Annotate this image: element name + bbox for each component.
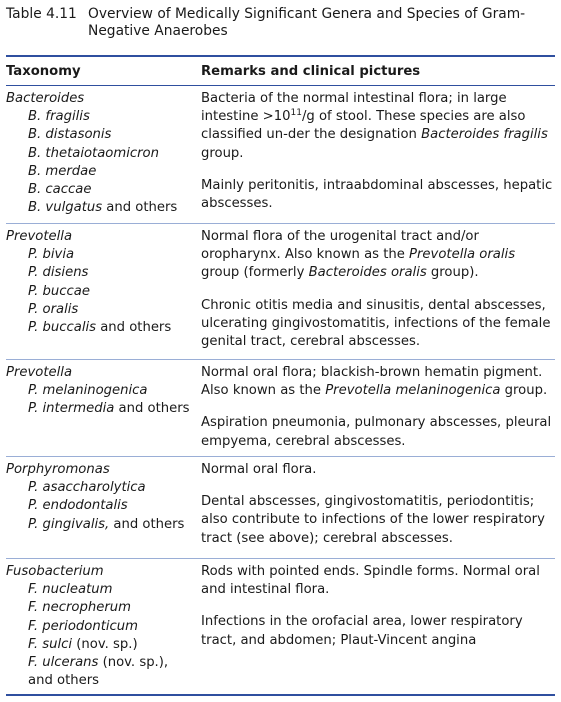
species-name: B. distasonis	[28, 127, 112, 143]
remarks-cell	[201, 563, 553, 650]
remark-text: group.	[500, 383, 548, 399]
species-name: P. melaninogenica	[28, 383, 148, 399]
species-name: F. nucleatum	[28, 582, 113, 598]
species-item	[6, 181, 196, 199]
genus-name: Bacteroides	[6, 91, 85, 106]
remark-text: /g of stool. These species are also classified un-der the designation	[201, 109, 526, 143]
remark-text: Bacteria of the normal intestinal flora; in large intestine >10	[201, 91, 507, 125]
italic-text: Prevotella oralis	[409, 247, 516, 263]
species-item	[6, 672, 196, 690]
remarks-cell	[201, 90, 553, 213]
remark-text: group (formerly	[201, 265, 309, 281]
species-item	[6, 599, 196, 617]
remarks-paragraph	[201, 90, 553, 163]
italic-text: Bacteroides fragilis	[421, 127, 548, 143]
italic-text: Prevotella melaninogenica	[325, 383, 501, 399]
species-name: B. thetaiotaomicron	[28, 145, 159, 161]
species-name: F. ulcerans	[28, 655, 99, 671]
species-item	[6, 163, 196, 181]
species-item	[6, 479, 196, 497]
species-item	[6, 581, 196, 599]
taxonomy-cell	[6, 90, 196, 217]
remark-text: Chronic otitis media and sinusitis, dental abscesses, ulcerating gingivostomatitis, infections of the female genital tract, cerebral abscesses.	[201, 297, 551, 350]
table-title: Overview of Medically Significant Genera and Species of Gram-Negative Anaerobes	[88, 6, 526, 39]
species-name: P. buccalis	[28, 320, 97, 336]
species-item	[6, 382, 196, 400]
species-name: F. sulci	[28, 636, 73, 652]
remarks-cell	[201, 364, 553, 451]
species-item	[6, 319, 196, 337]
genus-name: Prevotella	[6, 229, 73, 244]
remark-text: Normal oral flora.	[201, 462, 317, 477]
remark-text: Rods with pointed ends. Spindle forms. Normal oral and intestinal flora.	[201, 564, 540, 598]
remark-text: Aspiration pneumonia, pulmonary abscesses, pleural empyema, cerebral abscesses.	[201, 415, 552, 449]
remarks-paragraph	[201, 414, 553, 450]
remarks-paragraph	[201, 364, 553, 400]
species-item	[6, 654, 196, 672]
species-suffix: (nov. sp.),	[98, 655, 169, 671]
remarks-paragraph	[201, 613, 553, 649]
species-item	[6, 264, 196, 282]
species-item	[6, 618, 196, 636]
genus-name: Prevotella	[6, 365, 73, 380]
remarks-paragraph	[201, 297, 553, 352]
species-item	[6, 108, 196, 126]
species-item	[6, 145, 196, 163]
italic-text: Bacteroides oralis	[308, 265, 427, 281]
table-caption	[6, 6, 556, 40]
row-separator	[6, 223, 555, 224]
taxonomy-cell	[6, 364, 196, 419]
row-separator	[6, 558, 555, 559]
species-name: P. buccae	[28, 283, 90, 299]
species-name: P. oralis	[28, 301, 79, 317]
species-item	[6, 516, 196, 534]
species-item	[6, 636, 196, 654]
species-name: P. intermedia	[28, 401, 115, 417]
species-name: P. endodontalis	[28, 498, 128, 514]
species-item	[6, 497, 196, 515]
remarks-cell	[201, 461, 553, 548]
species-name: F. necropherum	[28, 600, 131, 616]
table-number: Table 4.11	[6, 6, 77, 22]
species-item	[6, 199, 196, 217]
species-suffix: and others	[102, 200, 178, 216]
species-item	[6, 283, 196, 301]
remarks-paragraph	[201, 563, 553, 599]
genus-name: Porphyromonas	[6, 462, 110, 477]
species-name: B. merdae	[28, 163, 97, 179]
species-item	[6, 246, 196, 264]
remarks-paragraph	[201, 228, 553, 283]
remark-text: Mainly peritonitis, intraabdominal abscesses, hepatic abscesses.	[201, 177, 553, 212]
species-suffix: and others	[28, 673, 100, 689]
table-top-rule	[6, 55, 555, 57]
remark-text: Dental abscesses, gingivostomatitis, periodontitis; also contribute to infections of the lower respiratory tract (see above); cerebral abscesses.	[201, 494, 545, 546]
species-name: P. disiens	[28, 265, 89, 281]
species-name: P. gingivalis,	[28, 516, 110, 532]
remark-text: group.	[201, 145, 244, 161]
species-suffix: and others	[109, 516, 185, 532]
remarks-paragraph	[201, 493, 553, 548]
species-suffix: and others	[96, 320, 172, 336]
species-name: P. asaccharolytica	[28, 480, 146, 496]
genus-name: Fusobacterium	[6, 564, 104, 579]
row-separator	[6, 456, 555, 457]
header-taxonomy: Taxonomy	[6, 64, 81, 79]
table-bottom-rule	[6, 694, 555, 696]
remark-text: group).	[426, 265, 479, 281]
species-item	[6, 400, 196, 418]
species-name: B. caccae	[28, 182, 92, 198]
superscript-text: 11	[290, 108, 302, 119]
species-item	[6, 126, 196, 144]
species-name: P. bivia	[28, 247, 75, 263]
taxonomy-cell	[6, 228, 196, 337]
remarks-paragraph	[201, 177, 553, 213]
species-suffix: (nov. sp.)	[72, 636, 138, 652]
species-suffix: and others	[114, 401, 190, 417]
row-separator	[6, 359, 555, 360]
remark-text: Normal flora of the urogenital tract and/or oropharynx. Also known as the	[201, 229, 479, 263]
species-name: F. periodonticum	[28, 618, 138, 634]
taxonomy-cell	[6, 563, 196, 690]
species-name: B. vulgatus	[28, 200, 103, 216]
remark-text: Infections in the orofacial area, lower respiratory tract, and abdomen; Plaut-Vincent angina	[201, 614, 523, 648]
remarks-cell	[201, 228, 553, 351]
header-rule	[6, 85, 555, 86]
species-name: B. fragilis	[28, 109, 90, 125]
remarks-paragraph	[201, 461, 553, 479]
remark-text: Normal oral flora; blackish-brown hematin pigment. Also known as the	[201, 365, 543, 399]
taxonomy-cell	[6, 461, 196, 534]
species-item	[6, 301, 196, 319]
header-remarks: Remarks and clinical pictures	[201, 64, 421, 79]
